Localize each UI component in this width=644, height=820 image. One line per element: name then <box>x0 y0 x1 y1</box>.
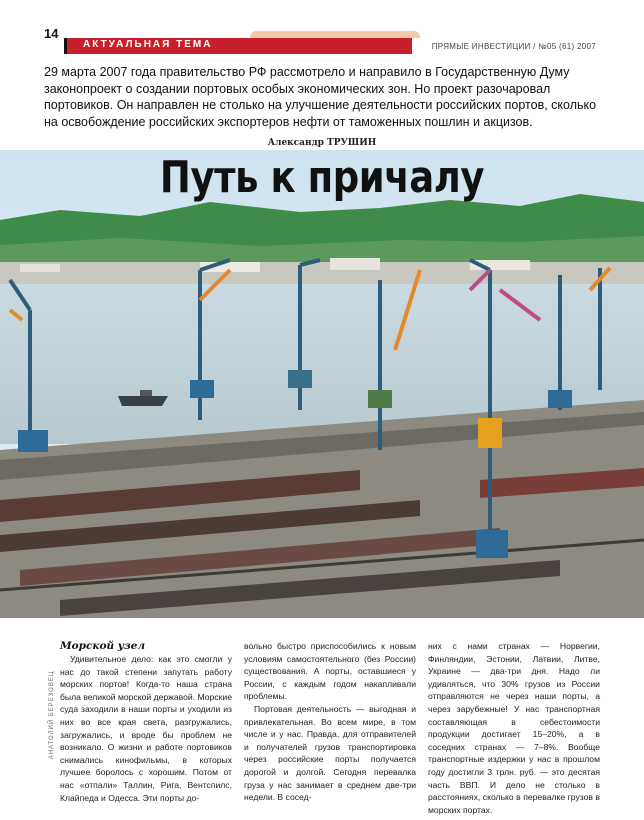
magazine-issue: ПРЯМЫЕ ИНВЕСТИЦИИ / №05 (61) 2007 <box>431 42 596 51</box>
page-number: 14 <box>44 26 59 41</box>
paragraph: Удивительное дело: как это смогли у нас до такой степени запутать работу морских портов! Когда-то наша страна была великой морской державой. Морские суда заходили в наши порты и уходили из них во все края света, разгружались, загружались, и вроде бы проблем не возникало. О жизни и работе портовиков снимались кинофильмы, в которых лучшее боролось с хорошим. Потом от нас «отпали» Таллин, Рига, Вентспилс, Клайпеда и Одесса. Эти порты до- <box>60 654 232 803</box>
paragraph: вольно быстро приспособились к новым условиям самостоятельного (без России) существования. А порты, оставшиеся у России, с каждым годом накапливали проблемы. <box>244 641 416 702</box>
article-title: Путь к причалу <box>159 152 485 203</box>
paragraph: Портовая деятельность — выгодная и привлекательная. Во всем мире, в том числе и у нас. Правда, для отправителей и получателей грузов транспортировка через российские порты получается дорогой и долгой. Сегодня перевалка груза у нас занимает в среднем две-три недели. В сосед- <box>244 703 416 803</box>
rubric-label: АКТУАЛЬНАЯ ТЕМА <box>83 39 213 50</box>
photo-credit <box>46 642 58 792</box>
rubric-bar-highlight <box>250 31 420 38</box>
photo-credit-text: АНАТОЛИЙ БЕРЕЗОВЕЦ <box>49 670 55 760</box>
port-photo <box>0 150 644 618</box>
text-column-3 <box>428 640 600 816</box>
page-header <box>0 0 644 56</box>
article-lead: 29 марта 2007 года правительство РФ рассмотрело и направило в Государственную Думу законопроект о создании портовых особых экономических зон. Но проект разочаровал портовиков. Он направлен не столько на улучшение деятельности российских портов, сколько на освобождение российских экспортеров нефти от таможенных пошлин и акцизов. <box>44 65 597 129</box>
text-column-2 <box>244 640 416 804</box>
text-column-1 <box>60 640 232 804</box>
article-author: Александр ТРУШИН <box>267 138 377 148</box>
section-subhead: Морской узел <box>60 640 146 652</box>
rubric-bar-edge <box>64 38 67 54</box>
paragraph: них с нами странах — Норвегии, Финляндии, Эстонии, Латвии, Литве, Украине — два-три дня. Надо ли удивляться, что 30% грузов из России отправляются не через наши порты, а через зарубежные! У нас транспортная составляющая в себестоимости продукции достигает 15–20%, а в соседних странах — 7–8%. Вообще транспортные издержки у нас в прошлом году достигли 3 трлн. руб. — это десятая часть ВВП. И дело не столько в расстояниях, сколько в перевалке грузов в морских портах. <box>428 641 600 815</box>
rubric-bar <box>67 38 412 54</box>
